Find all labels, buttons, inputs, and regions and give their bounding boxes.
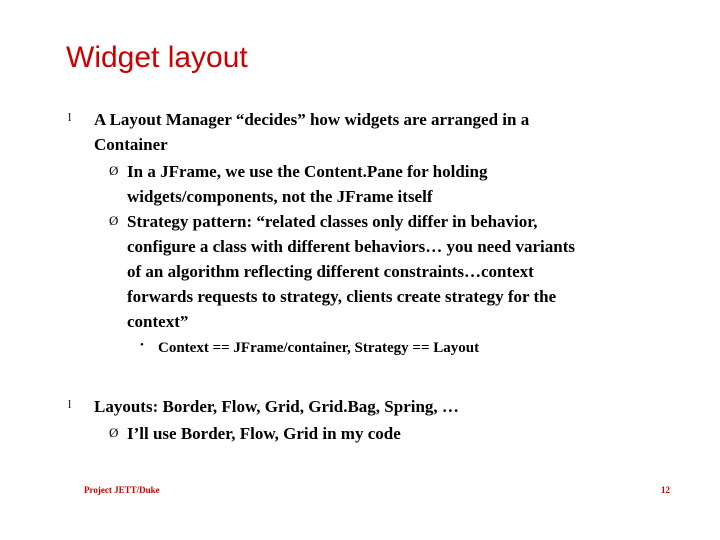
sub-bullet-3-line-1: I’ll use Border, Flow, Grid in my code: [127, 424, 401, 443]
sub-bullet-arrow-icon: Ø: [109, 425, 119, 440]
sub-bullet-2-line-1: Strategy pattern: “related classes only differ in behavior,: [127, 212, 538, 231]
sub-bullet-1-line-1: In a JFrame, we use the Content.Pane for holding: [127, 162, 488, 181]
third-level-line: Context == JFrame/container, Strategy == Layout: [158, 340, 480, 356]
sub-bullet-arrow-icon: Ø: [109, 163, 119, 178]
bullet-marker: l: [68, 110, 72, 124]
footer-project-label: Project JETT/Duke: [84, 485, 160, 495]
bullet-1-line-2: Container: [94, 135, 168, 154]
slide-title: Widget layout: [66, 41, 248, 74]
page-number: 12: [661, 485, 670, 495]
sub-bullet-2-line-5: context”: [127, 312, 189, 331]
sub-bullet-2-line-2: configure a class with different behaviors… you need variants: [127, 237, 575, 256]
third-level-dot: •: [140, 339, 144, 351]
bullet-1-line-1: A Layout Manager “decides” how widgets are arranged in a: [94, 110, 530, 129]
bullet-2-line-1: Layouts: Border, Flow, Grid, Grid.Bag, Spring, …: [94, 397, 459, 416]
sub-bullet-arrow-icon: Ø: [109, 213, 119, 228]
sub-bullet-2-line-3: of an algorithm reflecting different constraints…context: [127, 262, 534, 281]
bullet-marker: l: [68, 397, 72, 411]
sub-bullet-1-line-2: widgets/components, not the JFrame itself: [127, 187, 433, 206]
sub-bullet-2-line-4: forwards requests to strategy, clients create strategy for the: [127, 287, 557, 306]
